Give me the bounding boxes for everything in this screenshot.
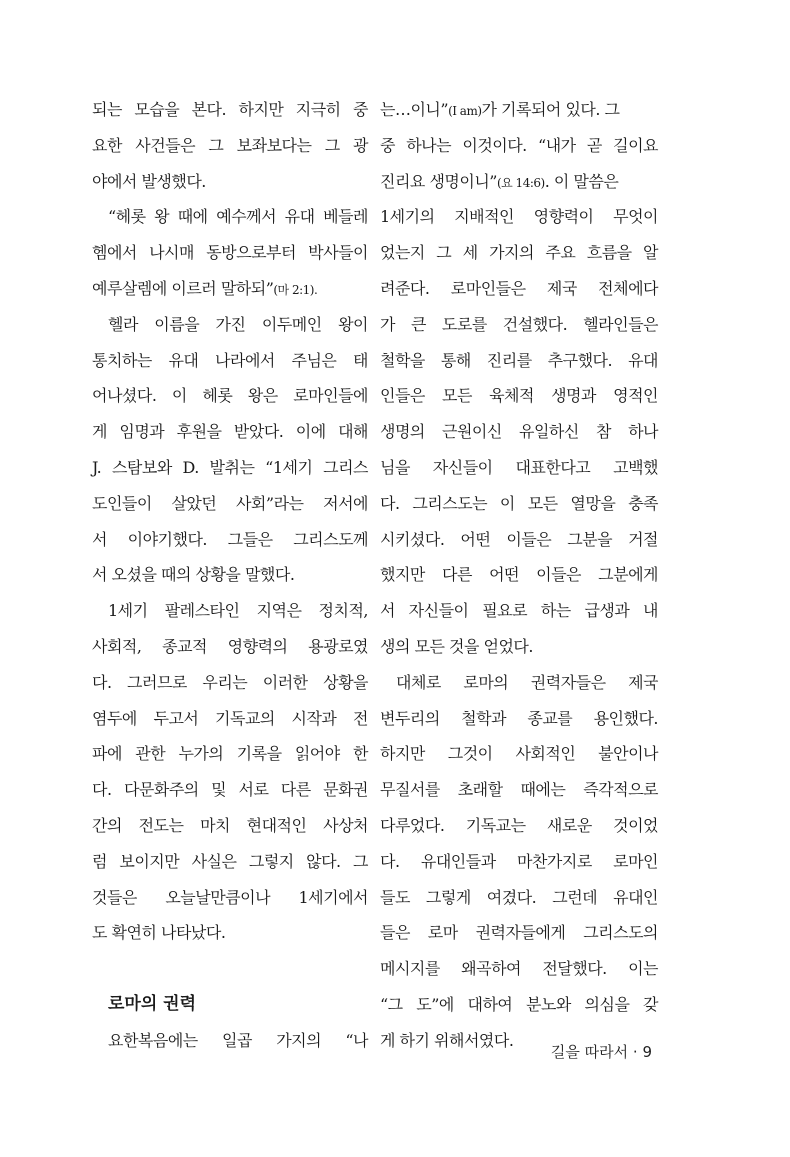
text-line: 도 확연히 나타났다.	[92, 923, 226, 943]
text-line: 게 임명과 후원을 받았다. 이에 대해	[92, 422, 368, 442]
footer-separator: ·	[632, 1043, 638, 1061]
text-line: 님을 자신들이 대표한다고 고백했	[380, 457, 658, 477]
page-footer	[551, 1041, 652, 1062]
text-line: 통치하는 유대 나라에서 주님은 태	[92, 350, 368, 370]
text-line: 변두리의 철학과 종교를 용인했다.	[380, 708, 658, 728]
text-line: 메시지를 왜곡하여 전달했다. 이는	[380, 959, 658, 979]
citation-matthew: (마 2:1).	[273, 282, 318, 297]
text-line: 되는 모습을 본다. 하지만 지극히 중	[92, 100, 368, 119]
text-line: 염두에 두고서 기독교의 시작과 전	[92, 708, 368, 728]
text-segment: . 이 말씀은	[544, 171, 619, 191]
text-line: 시키셨다. 어떤 이들은 그분을 거절	[380, 529, 658, 549]
page-number: 9	[642, 1043, 652, 1061]
i-am-annotation: (I am)	[448, 104, 482, 118]
text-line: 파에 관한 누가의 기록을 읽어야 한	[92, 744, 368, 764]
text-segment: 진리요 생명이니”	[380, 171, 497, 191]
text-line: 헴에서 나시매 동방으로부터 박사들이	[92, 243, 368, 263]
text-line: 철학을 통해 진리를 추구했다. 유대	[380, 350, 658, 370]
text-segment: 는…이니”	[380, 100, 449, 119]
citation-john: (요 14:6)	[496, 175, 545, 190]
text-line: 1세기의 지배적인 영향력이 무엇이	[380, 207, 658, 227]
blank-line	[92, 951, 368, 987]
text-line: 요한복음에는 일곱 가지의 “나	[108, 1030, 368, 1050]
running-title: 길을 따라서	[550, 1043, 629, 1061]
text-line: 다. 유대인들과 마찬가지로 로마인	[380, 851, 658, 871]
text-line: 무질서를 초래할 때에는 즉각적으로	[380, 780, 658, 800]
text-line: 다. 그리스도는 이 모든 열망을 충족	[380, 493, 658, 513]
text-line: 대체로 로마의 권력자들은 제국	[396, 672, 658, 692]
text-line: 했지만 다른 어떤 이들은 그분에게	[380, 565, 658, 585]
left-column	[92, 92, 368, 1059]
text-segment: 가 기록되어 있다. 그	[481, 100, 620, 119]
text-line	[92, 271, 368, 307]
section-heading: 로마의 권력	[108, 993, 197, 1014]
text-line: 었는지 그 세 가지의 주요 흐름을 알	[380, 243, 658, 263]
text-line: 서 자신들이 필요로 하는 급생과 내	[380, 601, 658, 621]
text-line: 것들은 오늘날만큼이나 1세기에서	[92, 887, 368, 907]
text-line: 간의 전도는 마치 현대적인 사상처	[92, 815, 368, 835]
text-line: 다루었다. 기독교는 새로운 것이었	[380, 815, 658, 835]
text-line: 하지만 그것이 사회적인 불안이나	[380, 744, 658, 764]
text-line: 들도 그렇게 여겼다. 그런데 유대인	[380, 887, 658, 907]
text-line: 서 이야기했다. 그들은 그리스도께	[92, 529, 368, 549]
text-line: 1세기 팔레스타인 지역은 정치적,	[108, 601, 368, 621]
text-line: 사회적, 종교적 영향력의 용광로였	[92, 636, 368, 656]
quote-text: 예루살렘에 이르러 말하되”	[92, 278, 274, 298]
text-line: 도인들이 살았던 사회”라는 저서에	[92, 493, 368, 513]
text-line: 어나셨다. 이 헤롯 왕은 로마인들에	[92, 386, 368, 406]
text-line: 게 하기 위해서였다.	[380, 1030, 514, 1050]
text-line: 중 하나는 이것이다. “내가 곧 길이요	[380, 135, 658, 155]
text-line	[380, 92, 658, 128]
text-line: 생명의 근원이신 유일하신 참 하나	[380, 422, 658, 442]
text-line: 럼 보이지만 사실은 그렇지 않다. 그	[92, 851, 368, 871]
text-line: J. 스탐보와 D. 발취는 “1세기 그리스	[92, 457, 368, 477]
text-line: 다. 그러므로 우리는 이러한 상황을	[92, 672, 368, 692]
text-line: 가 큰 도로를 건설했다. 헬라인들은	[380, 314, 658, 334]
text-line: 들은 로마 권력자들에게 그리스도의	[380, 923, 658, 943]
right-column	[380, 92, 658, 1059]
text-line: “그 도”에 대하여 분노와 의심을 갖	[380, 994, 658, 1014]
text-line: 서 오셨을 때의 상황을 말했다.	[92, 565, 295, 585]
text-line: 야에서 발생했다.	[92, 171, 206, 191]
text-line: 려준다. 로마인들은 제국 전체에다	[380, 278, 658, 298]
text-line: 요한 사건들은 그 보좌보다는 그 광	[92, 135, 368, 155]
text-line	[380, 164, 658, 200]
text-line: 생의 모든 것을 얻었다.	[380, 636, 533, 656]
text-line: 다. 다문화주의 및 서로 다른 문화권	[92, 780, 368, 800]
text-line: 인들은 모든 육체적 생명과 영적인	[380, 386, 658, 406]
text-line: “헤롯 왕 때에 예수께서 유대 베들레	[108, 207, 368, 227]
text-line: 헬라 이름을 가진 이두메인 왕이	[108, 314, 368, 334]
